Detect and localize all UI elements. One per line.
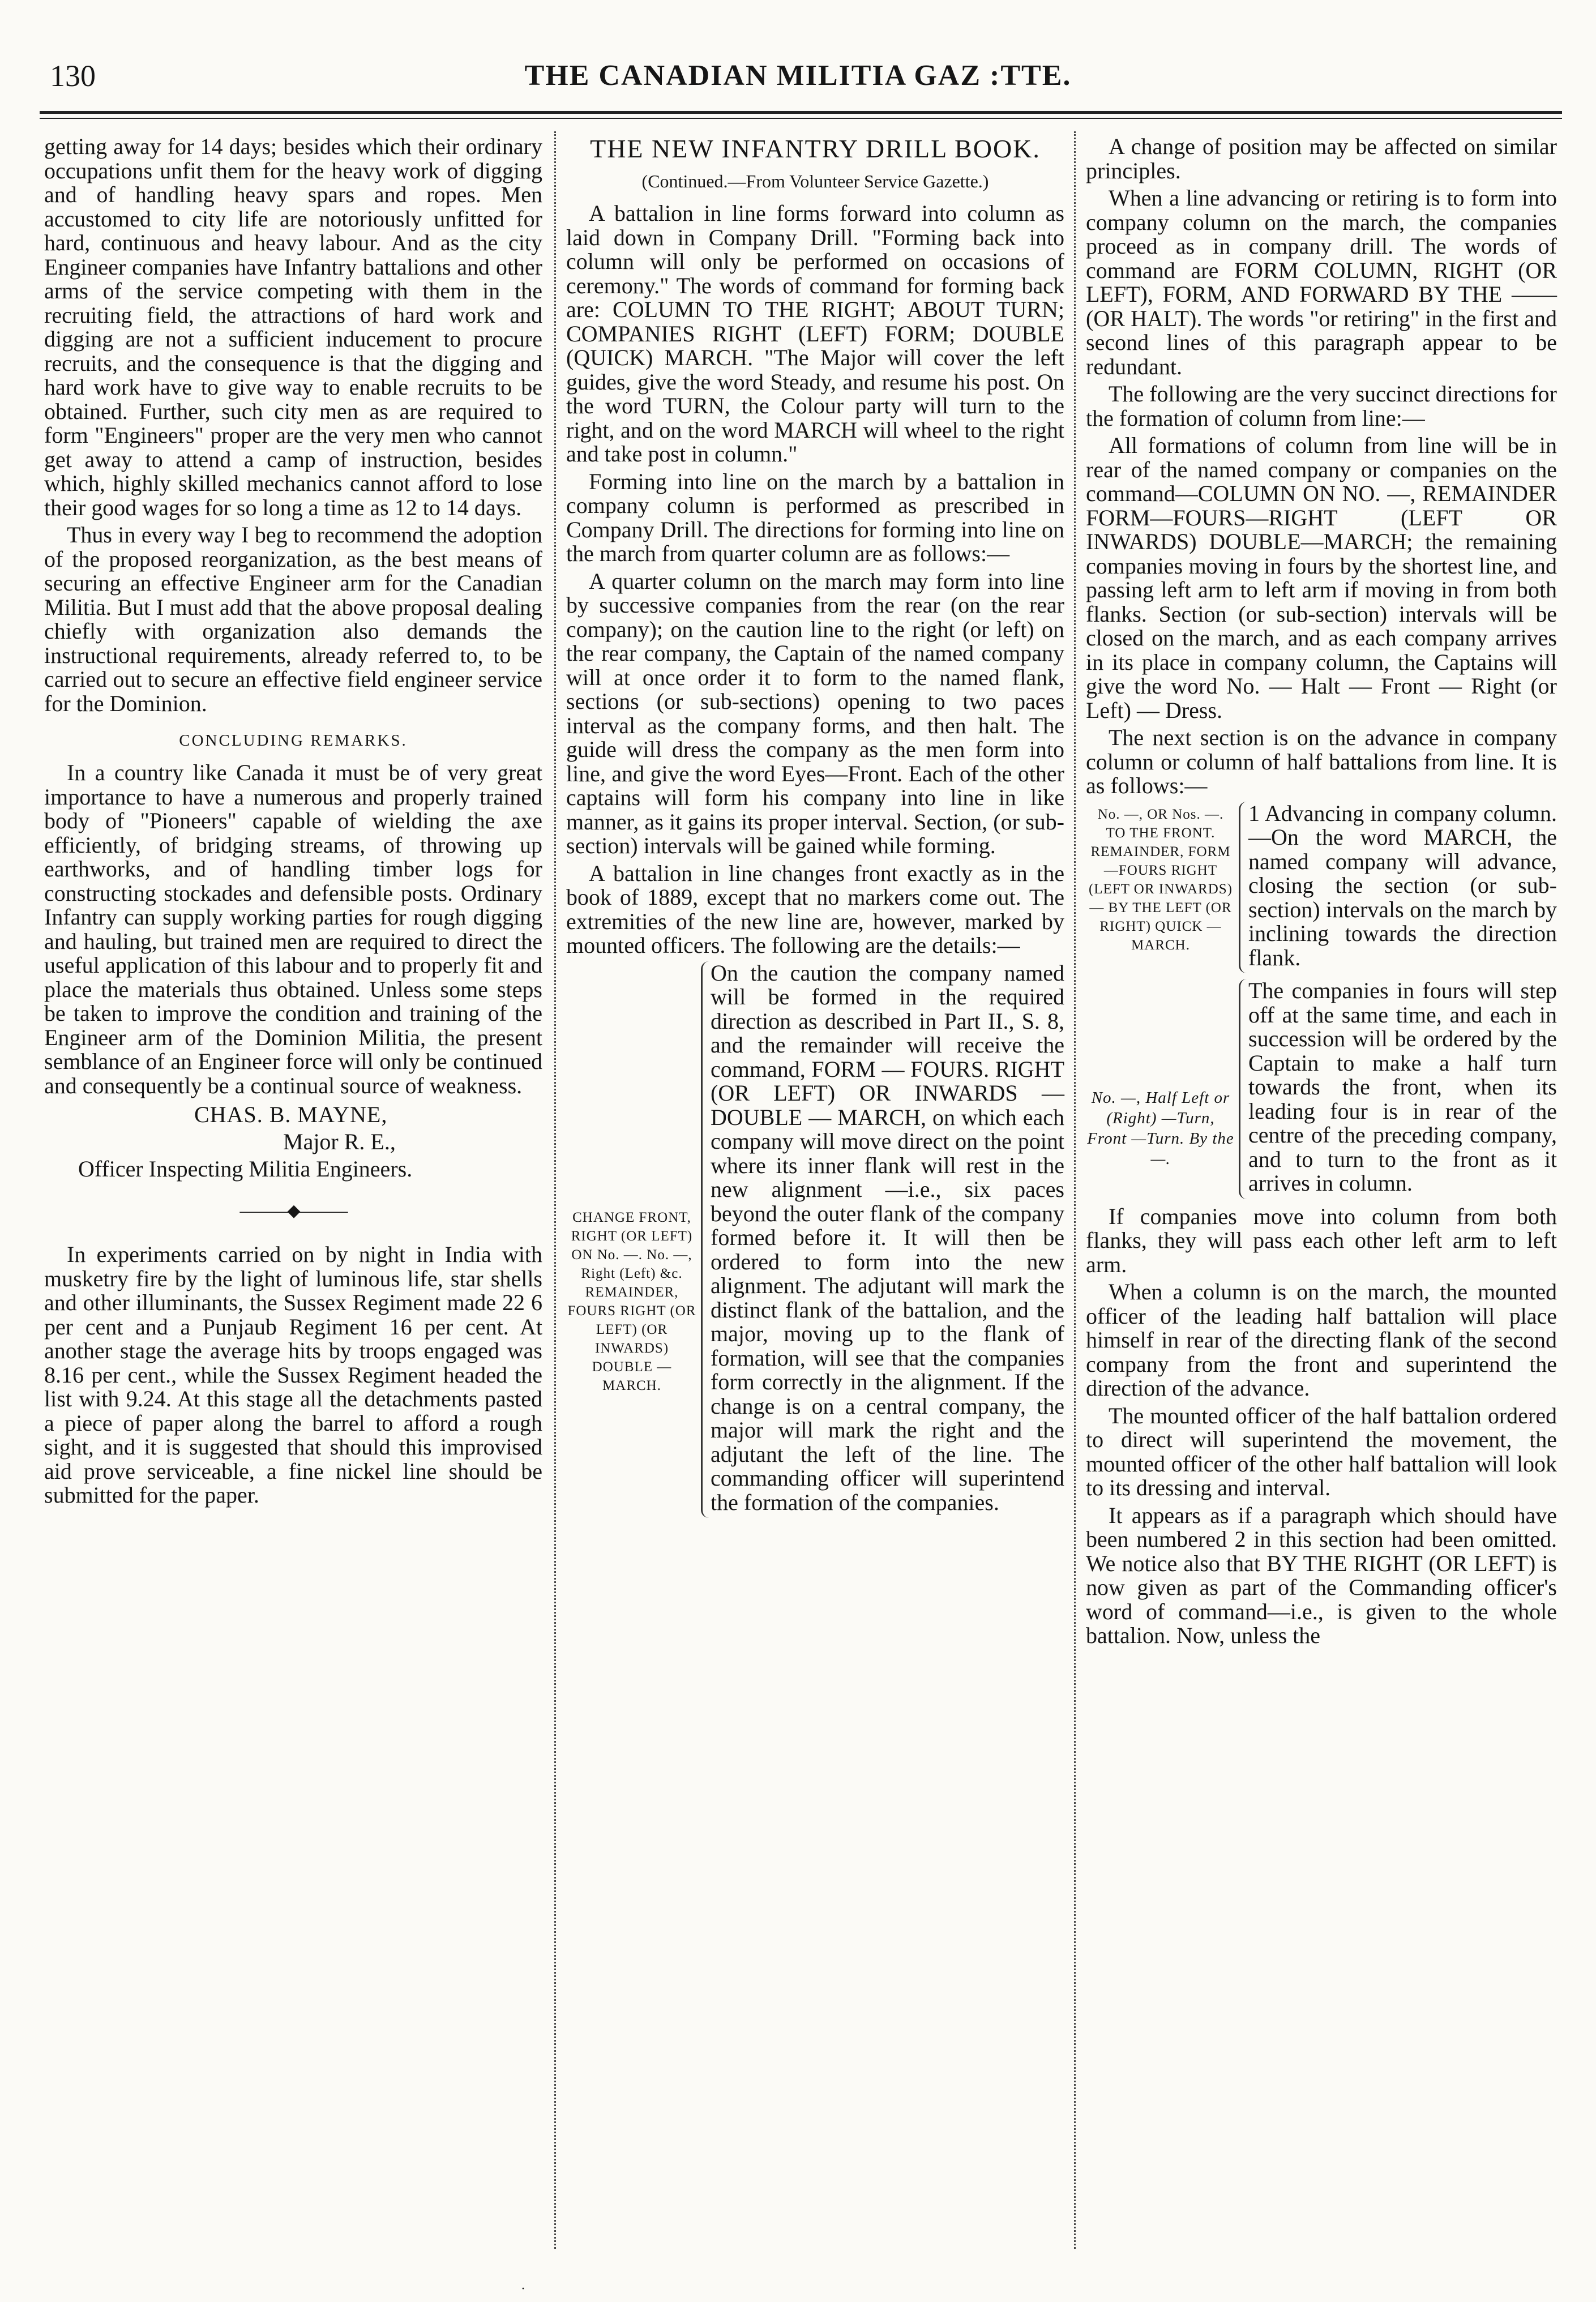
body-paragraph: All formations of column from line will be in rear of the named company or companies on the command—COLUMN ON NO. —, REMAINDER FORM—FOURS—RIGHT (LEFT OR INWARDS) DOUBLE—MARCH; the remaining companies moving in fours by the shortest line, and passing left arm to left arm if moving in from both flanks. Section (or sub-section) intervals will be closed on the march, and as each company arrives in its place in company column, the Captains will give the word No. — Halt — Front — Right (or Left) — Dress. (1086, 433, 1557, 723)
page-number: 130 (50, 59, 96, 93)
column-divider-2 (1074, 131, 1076, 2249)
body-paragraph: The following are the very succinct directions for the formation of column from line:— (1086, 381, 1557, 431)
half-turn-block (1086, 979, 1557, 1199)
margin-command: No. —, OR Nos. —. TO THE FRONT. REMAINDER, FORM—FOURS RIGHT (LEFT OR INWARDS)— BY THE LEFT (OR RIGHT) QUICK — MARCH. (1088, 806, 1233, 953)
signature-rank: Major R. E., (283, 1129, 396, 1154)
margin-command: CHANGE FRONT, RIGHT (OR LEFT) ON No. —. No. —, Right (Left) &c. REMAINDER, FOURS RIGHT (OR LEFT) (OR INWARDS) DOUBLE —MARCH. (567, 1209, 696, 1393)
column-3 (1086, 135, 1557, 1651)
masthead-title: THE CANADIAN MILITIA GAZ :TTE. (524, 59, 1072, 92)
body-paragraph: Thus in every way I beg to recommend the adoption of the proposed reorganization, as the best means of securing an effective Engineer arm for the Canadian Militia. But I must add that the above proposal dealing chiefly with organization also demands the instructional requirements, already referred to, to be carried out to secure an effective field engineer service for the Dominion. (44, 522, 542, 716)
body-paragraph: The companies in fours will step off at the same time, and each in succession will be ordered by the Captain to make a half turn towards the front, when its leading four is in rear of the centre of the preceding company, and to turn to the front as it arrives in column. (1248, 978, 1557, 1196)
body-paragraph: In a country like Canada it must be of very great importance to have a numerous and properly trained body of "Pioneers" capable of wielding the axe efficiently, of bridging streams, of throwing up earthworks, and of handling timber logs for constructing stockades and defensible posts. Ordinary Infantry can supply working parties for rough digging and hauling, but trained men are required to direct the useful application of this labour and to properly fit and place the materials thus obtained. Unless some steps be taken to improve the condition and training of the Engineer arm of the Dominion Militia, the present semblance of an Engineer force will only be continued and consequently be a continual source of weakness. (44, 760, 542, 1098)
body-paragraph: When a line advancing or retiring is to form into company column on the march, the companies proceed as in company drill. The words of command are FORM COLUMN, RIGHT (OR LEFT), FORM, AND FORWARD BY THE —— (OR HALT). The words "or retiring" in the first and second lines of this paragraph appear to be redundant. (1086, 185, 1557, 379)
body-paragraph: It appears as if a paragraph which should have been numbered 2 in this section had been omitted. We notice also that BY THE RIGHT (OR LEFT) is now given as part of the Commanding officer's word of command—i.e., is given to the whole battalion. Now, unless the (1086, 1502, 1557, 1648)
body-paragraph: When a column is on the march, the mounted officer of the leading half battalion will place himself in rear of the directing flank of the second company from the front and superintend the direction of the advance. (1086, 1279, 1557, 1401)
page-mark: · (521, 2282, 525, 2296)
bracketed-text (1239, 802, 1557, 974)
body-paragraph: 1 Advancing in company column.—On the word MARCH, the named company will advance, closing the section (or sub-section) intervals on the march by inclining towards the direction flank. (1248, 800, 1557, 970)
page-header (50, 59, 1546, 93)
signature-office: Officer Inspecting Militia Engineers. (78, 1156, 413, 1182)
body-paragraph: A battalion in line changes front exactly as in the book of 1889, except that no markers come out. The extremities of the new line are, however, marked by mounted officers. The following are the details:— (566, 860, 1064, 958)
body-paragraph: A battalion in line forms forward into column as laid down in Company Drill. "Forming back into column will only be performed on occasions of ceremony." The words of command for forming back are: COLUMN TO THE RIGHT; ABOUT TURN; COMPANIES RIGHT (LEFT) FORM; DOUBLE (QUICK) MARCH. "The Major will cover the left guides, give the word Steady, and resume his post. On the word TURN, the Colour party will turn to the right, and on the word MARCH will wheel to the right and take post in column." (566, 200, 1064, 467)
body-paragraph: If companies move into column from both flanks, they will pass each other left arm to left arm. (1086, 1203, 1557, 1277)
column-1 (44, 135, 542, 1511)
article-source: (Continued.—From Volunteer Service Gazette.) (641, 171, 989, 191)
article-title: THE NEW INFANTRY DRILL BOOK. (590, 134, 1041, 163)
signature-block (44, 1101, 542, 1183)
margin-command: No. —, Half Left or (Right) —Turn, Front —Turn. By the —. (1087, 1089, 1234, 1168)
header-rule-thin (40, 118, 1562, 119)
header-rule (40, 111, 1562, 114)
body-paragraph: A quarter column on the march may form into line by successive companies from the rear (on the rear company); on the caution line to the right (or left) on the rear company, the Captain of the named company will at once order it to form to the named flank, sections (or sub-sections) opening to two paces interval as the company forms, and then halt. The guide will dress the company as the men form into line, and give the word Eyes—Front. Each of the other captains will form his company into line in like manner, as it gains its proper interval. Section, (or sub-section) intervals will be gained while forming. (566, 568, 1064, 858)
body-paragraph: The mounted officer of the half battalion ordered to direct will superintend the movement, the mounted officer of the other half battalion will look to its dressing and interval. (1086, 1402, 1557, 1500)
advance-block (1086, 802, 1557, 974)
bracketed-text (701, 961, 1064, 1518)
body-paragraph: Forming into line on the march by a battalion in company column is performed as prescribed in Company Drill. The directions for forming into line on the march from quarter column are as follows:— (566, 468, 1064, 566)
section-divider: ———◆——— (239, 1201, 347, 1220)
body-paragraph: A change of position may be affected on similar principles. (1086, 134, 1557, 183)
column-divider-1 (554, 131, 556, 2249)
column-2 (566, 135, 1064, 1524)
bracketed-text (1239, 979, 1557, 1199)
body-paragraph: The next section is on the advance in company column or column of half battalions from line. It is as follows:— (1086, 725, 1557, 798)
body-paragraph: getting away for 14 days; besides which their ordinary occupations unfit them for the heavy work of digging and of handling heavy spars and ropes. Men accustomed to city life are notoriously unfitted for hard, continuous and heavy labour. And as the city Engineer companies have Infantry battalions and other arms of the service competing with them in the recruiting field, the attractions of hard work and digging are not a sufficient inducement to procure recruits, and the consequence is that the digging and hard work have to give way to enable recruits to be obtained. Further, such city men as are required to form "Engineers" proper are the very men who cannot get away to attend a camp of instruction, besides which, highly skilled mechanics cannot afford to lose their good wages for so long a time as 12 to 14 days. (44, 134, 542, 520)
body-paragraph: On the caution the company named will be formed in the required direction as described in Part II., S. 8, and the remainder will receive the command, FORM — FOURS. RIGHT (OR LEFT) OR INWARDS — DOUBLE — MARCH, on which each company will move direct on the point where its inner flank will rest in the new alignment —i.e., six paces beyond the outer flank of the company formed before it. It will then be ordered to form into the new alignment. The adjutant will mark the distinct flank of the battalion, and the major, moving up to the flank of formation, will see that the companies form correctly in the alignment. If the change is on a central company, the major will mark the right and the adjutant the left of the line. The commanding officer will superintend the formation of the companies. (711, 960, 1064, 1515)
section-heading: CONCLUDING REMARKS. (179, 731, 408, 750)
body-paragraph: In experiments carried on by night in India with musketry fire by the light of luminous life, star shells and other illuminants, the Sussex Regiment made 22 6 per cent and a Punjaub Regiment 16 per cent. At another stage the average hits by troops engaged was 8.16 per cent., while the Sussex Regiment headed the list with 9.24. At this stage all the detachments pasted a piece of paper along the barrel to afford a rough sight, and it is suggested that should this improvised aid prove serviceable, a fine nickel line should be submitted for the paper. (44, 1242, 542, 1508)
change-front-block (566, 961, 1064, 1518)
signature-name: CHAS. B. MAYNE, (194, 1102, 388, 1127)
